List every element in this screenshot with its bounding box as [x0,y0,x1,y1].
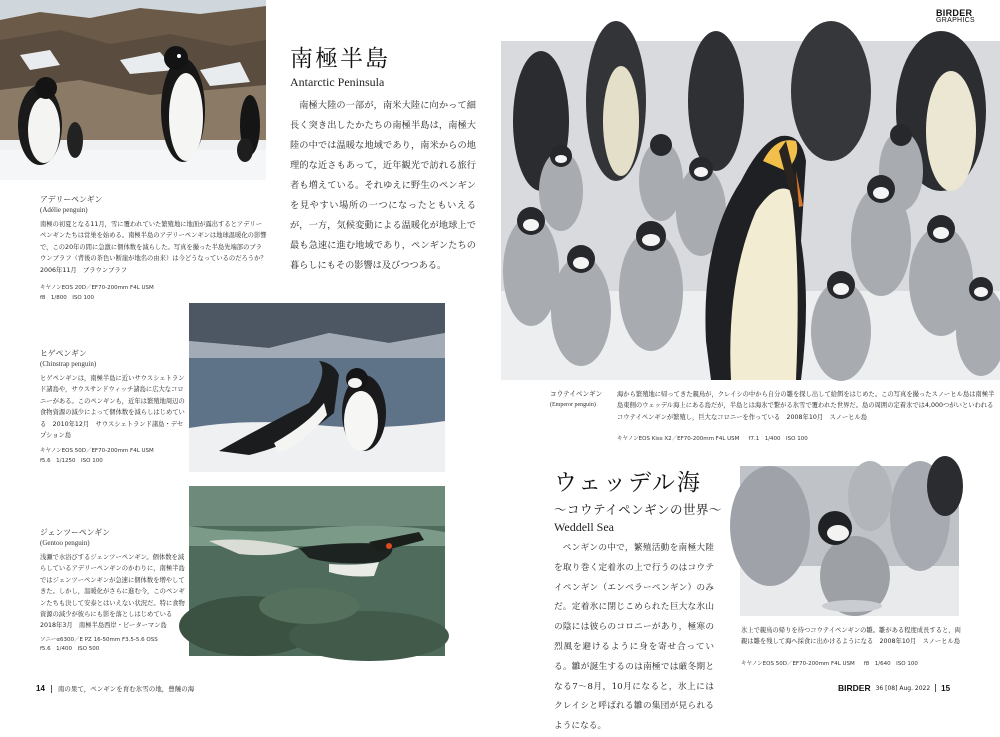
section-antarctic-peninsula [290,40,476,276]
caption-scientific-name: (Emperor penguin) [550,402,596,408]
caption-settings: f5.6 1/1250 ISO 100 [40,457,103,464]
page-title: 南極半島 [290,46,390,72]
caption-text: 海から繁殖地に帰ってきた親鳥が，クレイシの中から自分の雛を探し出して給餌をはじめた。この写真を撮ったスノーヒル島は南極半島東側のウェッデル海上にある島だが，半島とは海氷で繋がる氷雪で覆われた世界だ。島の周囲の定着氷では4,000つがいといわれるコウテイペンギンが繁殖し，巨大なコロニーを作っている 2008年10月 スノーヒル島 [617,391,995,421]
caption-adelie [40,194,273,303]
caption-emperor-text [617,389,997,423]
footer-series-title: 南の果て，ペンギンを育む氷雪の地，豊饒の海 [57,685,195,693]
caption-text: 氷上で親鳥の帰りを待つコウテイペンギンの雛。雛がある程度成長すると，両親は雛を残して海へ採食に出かけるようになる 2008年10月 スノーヒル島 [741,627,961,646]
caption-emperor [550,389,614,411]
caption-text: 南極の初夏となる11月，雪に覆われていた繁殖地に地面が露出するとアデリーペンギンたちは営巣を始める。南極半島のアデリーペンギンは地球温暖化の影響で，この20年の間に急激に個体数を減らした。写真を撮った半島先端部のブラウンブラフ（背後の茶色い断崖が地名の由来）は今どうなっているのだろうか？ 2006年11月 ブラウンブラフ [40,221,273,274]
caption-settings: f8 1/800 ISO 100 [40,294,94,301]
section-subtitle: 〜コウテイペンギンの世界〜 [554,502,723,517]
caption-chinstrap [40,348,186,466]
photo-emperor-penguins [501,41,1000,380]
page-number-left: 14 [36,684,45,693]
body-text: 南極大陸の一部が，南米大陸に向かって細長く突き出したかたちの南極半島は，南極大陸の中では温暖な地域であり，南米からの地理的な近さもあって，近年観光で訪れる旅行者も増えている。それゆえに野生のペンギンを見やすい場所の一つになったともいえるが，一方，気候変動による温暖化が地球上で最も急速に進む地域であり，ペンギンたちの暮らしにもその影響は及びつつある。 [290,100,476,271]
caption-meta-row [741,650,963,670]
caption-name: コウテイペンギン [550,390,603,398]
caption-chick [741,625,963,669]
brand-logo-line2: GRAPHICS [936,17,975,24]
caption-settings: f8 1/640 ISO 100 [863,660,918,667]
caption-camera: キヤノンEOS 50D／EF70-200mm F4L USM [741,660,855,667]
caption-scientific-name: (Gentoo penguin) [40,539,90,547]
photo-adelie-penguins [0,0,266,180]
photo-gentoo-penguins [189,486,445,656]
brand-logo [936,9,996,25]
section-title: ウェッデル海 [554,470,702,496]
caption-camera: ソニーα6300／E PZ 16-50mm F3.5-5.6 OSS [40,636,158,643]
brand-logo-line1: BIRDER [936,8,973,18]
footer-divider [935,684,936,692]
caption-settings: f5.6 1/400 ISO 500 [40,646,100,653]
caption-text: 浅瀬で水浴びするジェンツーペンギン。個体数を減らしているアデリーペンギンのかわりに，南極半島ではジェンツーペンギンが急速に個体数を増やしてきた。しかし，温暖化がさらに進む今，このペンギンたちも決して安泰とはいえない状況だ。特に食物資源の減少が彼らにも影を落としはじめている 2018年3月 南極半島西岸・ピーターマン島 [40,554,185,630]
footer-magazine-name: BIRDER [838,683,871,693]
caption-camera: キヤノンEOS Kiss X2／EF70-200mm F4L USM [617,436,740,442]
photo-emperor-chick [740,466,959,616]
footer-left [36,684,336,693]
caption-gentoo [40,527,186,655]
footer-right [838,683,998,693]
caption-name: ジェンツーペンギン [40,528,110,537]
caption-emperor-meta [617,425,997,445]
photo-chinstrap-penguins [189,303,445,472]
caption-scientific-name: (Adélie penguin) [40,206,88,214]
caption-camera: キヤノンEOS 20D／EF70-200mm F4L USM [40,285,154,292]
body-text: ペンギンの中で，繁殖活動を南極大陸を取り巻く定着氷の上で行うのはコウテイペンギン（エンペラーペンギン）のみだ。定着氷に閉じこめられた巨大な氷山の陰には彼らのコロニーがあり，極寒の烈風を避けるように身を寄せ合っている。雛が誕生するのは南極では厳冬期となる7〜8月，10月になると，氷上にはクレイシと呼ばれる雛の集団が見られるようになる。 [554,543,714,732]
caption-name: アデリーペンギン [40,195,103,204]
caption-text: ヒゲペンギンは，南極半島に近いサウスシェトランド諸島や，サウスサンドウィッチ諸島に広大なコロニーがある。このペンギンも，近年は繁殖地周辺の食物資源の減少によって個体数を減らしはじめている 2010年12月 サウスシェトランド諸島・デセプション島 [40,375,185,440]
caption-scientific-name: (Chinstrap penguin) [40,360,97,368]
caption-settings: f7.1 1/400 ISO 100 [748,436,808,442]
caption-name: ヒゲペンギン [40,349,87,358]
caption-camera: キヤノンEOS 50D／EF70-200mm F4L USM [40,448,154,455]
section-weddell-sea [554,464,723,737]
page-number-right: 15 [941,683,951,693]
page-title-en: Antarctic Peninsula [290,75,385,89]
footer-divider [51,685,52,693]
section-title-en: Weddell Sea [554,520,615,534]
footer-issue: 36 [08] Aug. 2022 [875,684,931,692]
